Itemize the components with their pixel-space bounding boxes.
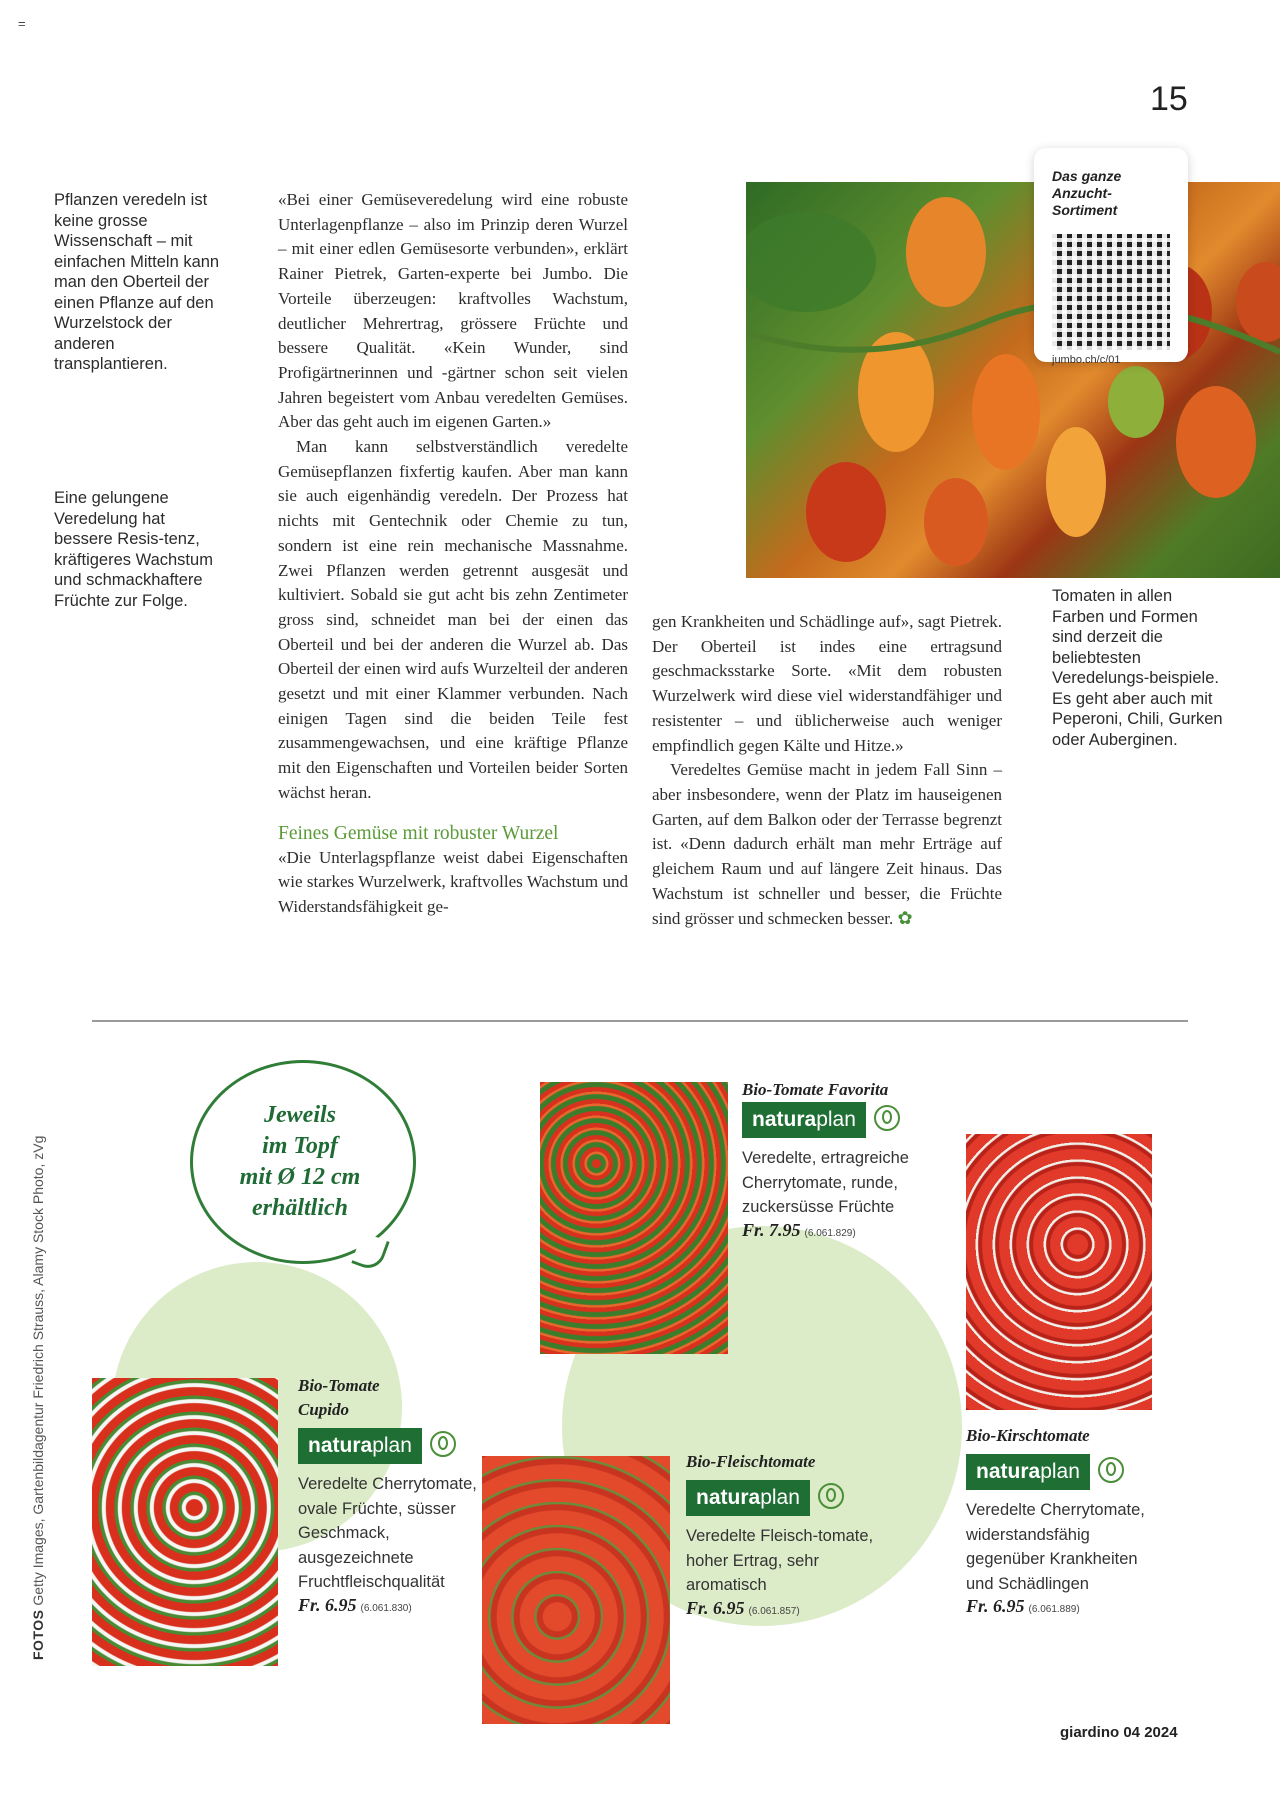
article-number: (6.061.829) xyxy=(804,1227,856,1239)
sidenote-text: Pflanzen veredeln ist keine grosse Wissenschaft – mit einfachen Mitteln kann man den Oberteil der einen Pflanze auf den Wurzelstock der anderen transplantieren. xyxy=(54,191,220,373)
product-name: Bio-Tomate Favorita xyxy=(742,1080,889,1099)
article-paragraph: Man kann selbstverständlich veredelte Gemüsepflanzen fixfertig kaufen. Aber man kann sie auch eigenhändig veredeln. Der Prozess hat nichts mit Gentechnik oder Chemie zu tun, sondern ist eine rein mechanische Massnahme. Zwei Pflanzen werden getrennt ausgesät und kultiviert. Sobald sie gut acht bis zehn Zentimeter gross sind, schneidet man bei der einen das Oberteil und bei der anderen die Wurzel ab. Das Oberteil der einen wird aufs Wurzelteil der anderen gesetzt und mit einer Klammer verbunden. Nach einigen Tagen sind die beiden Teile fest zusammengewachsen, und eine kräftige Pflanze mit den Eigenschaften und Vorteilen beider Sorten wächst heran. xyxy=(278,437,628,802)
brand-row xyxy=(966,1454,1166,1490)
photo-credit-text: Getty Images, Gartenbildagentur Friedrich Strauss, Alamy Stock Photo, zVg xyxy=(30,1135,46,1606)
product-fleisch xyxy=(686,1450,886,1619)
product-price: Fr. 7.95 xyxy=(742,1219,801,1240)
naturaplan-logo: naturaplan xyxy=(686,1480,810,1516)
bio-badge-icon xyxy=(1098,1457,1124,1483)
qr-card[interactable] xyxy=(1034,148,1188,366)
product-name: Bio-Kirschtomate xyxy=(966,1426,1090,1445)
sidenote-1 xyxy=(54,190,224,375)
bubble-line: erhältlich xyxy=(251,1195,348,1221)
photo-caption: Tomaten in allen Farben und Formen sind derzeit die beliebtesten Veredelungs-beispiele. Es geht aber auch mit Peperoni, Chili, Gurken oder Auberginen. xyxy=(1052,587,1223,749)
product-description: Veredelte Fleisch-tomate, hoher Ertrag, sehr aromatisch xyxy=(686,1527,874,1594)
photo-credit xyxy=(30,1136,46,1660)
product-image-kirsch xyxy=(966,1134,1152,1410)
article-paragraph-text: Veredeltes Gemüse macht in jedem Fall Sinn – aber insbesondere, wenn der Platz im hauseigenen Garten, auf dem Balkon oder der Terrasse begrenzt ist. «Denn dadurch erhält man mehr Erträge auf gleichem Raum und auf längere Zeit hinaus. Das Wachstum ist schneller und besser, die Früchte sind grösser und schmecken besser. xyxy=(652,760,1002,929)
menu-icon[interactable]: = xyxy=(18,16,26,31)
product-description: Veredelte Cherrytomate, widerstandsfähig gegenüber Krankheiten und Schädlingen xyxy=(966,1501,1145,1593)
naturaplan-logo: naturaplan xyxy=(966,1454,1090,1490)
price-row xyxy=(742,1220,942,1241)
article-column-1 xyxy=(278,188,628,920)
flower-icon: ✿ xyxy=(897,908,913,929)
article-number: (6.061.857) xyxy=(748,1605,800,1617)
article-column-2 xyxy=(652,610,1002,932)
brand-row xyxy=(298,1428,478,1464)
tomato-plant-illustration xyxy=(746,182,1280,578)
naturaplan-logo: naturaplan xyxy=(298,1428,422,1464)
brand-row xyxy=(686,1480,886,1516)
article-paragraph: gen Krankheiten und Schädlinge auf», sagt Pietrek. Der Oberteil ist indes eine ertragsund geschmacksstarke Sorte. «Mit dem robusten Wurzelwerk wird diese viel widerstandfähiger und resistenter – und üblicherweise auch weniger empfindlich gegen Kälte und Hitze.» xyxy=(652,612,1002,755)
product-image-fleisch xyxy=(482,1456,670,1724)
product-name: Bio-Fleischtomate xyxy=(686,1452,816,1471)
product-kirsch xyxy=(966,1424,1166,1617)
article-number: (6.061.830) xyxy=(360,1602,412,1614)
product-name: Bio-Tomate Cupido xyxy=(298,1376,380,1419)
naturaplan-logo: naturaplan xyxy=(742,1102,866,1138)
page-number: 15 xyxy=(1150,80,1188,118)
article-paragraph: «Bei einer Gemüseveredelung wird eine robuste Unterlagenpflanze – also im Prinzip deren Wurzel – mit einer edlen Gemüsesorte verbunden», erklärt Rainer Pietrek, Garten-experte bei Jumbo. Die Vorteile überzeugen: kraftvolles Wachstum, deutlicher Mehrertrag, grössere Früchte und bessere Qualität. «Kein Wunder, sind Profigärtnerinnen und -gärtner schon seit vielen Jahren begeistert vom Anbau veredelten Gemüses. Aber das geht auch im eigenen Garten.» xyxy=(278,190,628,432)
product-price: Fr. 6.95 xyxy=(298,1594,357,1615)
article-subhead: Feines Gemüse mit robuster Wurzel xyxy=(278,822,559,844)
product-image-cupido xyxy=(92,1378,278,1666)
bio-badge-icon xyxy=(818,1483,844,1509)
magazine-name: giardino xyxy=(1060,1724,1120,1741)
bio-badge-icon xyxy=(874,1105,900,1131)
price-row xyxy=(966,1596,1166,1617)
product-price: Fr. 6.95 xyxy=(966,1596,1025,1616)
product-favorita xyxy=(742,1078,942,1241)
qr-card-title: Das ganze Anzucht-Sortiment xyxy=(1052,168,1122,218)
price-row xyxy=(686,1598,886,1619)
photo-credit-label: FOTOS xyxy=(30,1609,46,1660)
bubble-line: Jeweils xyxy=(264,1102,336,1128)
article-number: (6.061.889) xyxy=(1028,1604,1080,1615)
brand-row xyxy=(742,1102,942,1138)
article-paragraph: «Die Unterlagspflanze weist dabei Eigenschaften wie starkes Wurzelwerk, kraftvolles Wachstum und Widerstandsfähigkeit ge- xyxy=(278,847,628,916)
bubble-line: im Topf xyxy=(262,1133,338,1159)
product-price: Fr. 6.95 xyxy=(686,1597,745,1618)
qr-code-icon[interactable] xyxy=(1052,234,1170,350)
speech-bubble-text xyxy=(196,1100,404,1224)
bio-badge-icon xyxy=(430,1431,456,1457)
sidenote-text: Eine gelungene Veredelung hat bessere Resis-tenz, kräftigeres Wachstum und schmackhaftere Früchte zur Folge. xyxy=(54,489,213,610)
article-paragraph xyxy=(652,758,1002,932)
sidenote-2 xyxy=(54,488,224,611)
qr-card-url[interactable]: jumbo.ch/c/01 xyxy=(1052,354,1121,366)
product-cupido xyxy=(298,1374,478,1616)
price-row xyxy=(298,1595,478,1616)
page-footer xyxy=(1060,1724,1178,1741)
tomato-plant-photo xyxy=(746,182,1280,578)
product-image-favorita xyxy=(540,1082,728,1354)
issue-number: 04 2024 xyxy=(1123,1724,1178,1741)
section-divider xyxy=(92,1020,1188,1022)
product-description: Veredelte, ertragreiche Cherrytomate, runde, zuckersüsse Früchte xyxy=(742,1149,909,1216)
product-description: Veredelte Cherrytomate, ovale Früchte, süsser Geschmack, ausgezeichnete Fruchtfleischqualität xyxy=(298,1475,477,1591)
bubble-line: mit Ø 12 cm xyxy=(239,1164,361,1190)
